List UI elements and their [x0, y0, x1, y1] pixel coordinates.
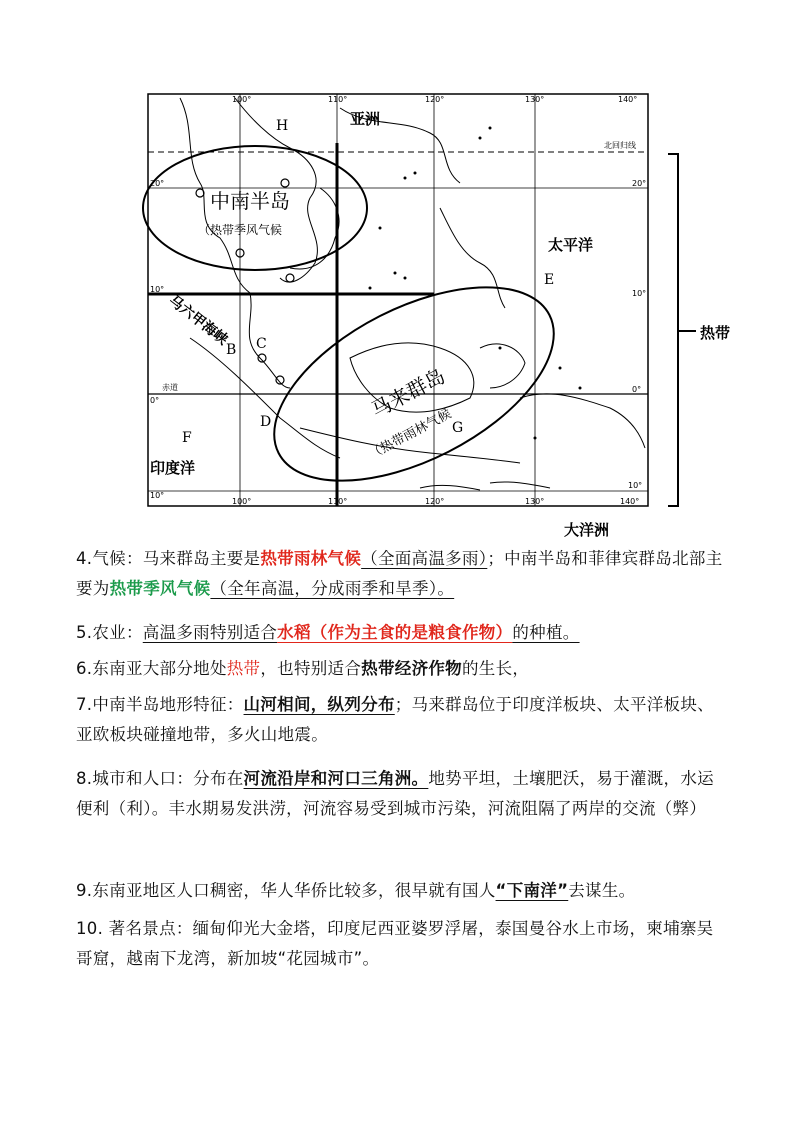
letter-d: D — [260, 414, 272, 430]
p9-end: 去谋生。 — [568, 881, 636, 900]
lon-tick: 120° — [425, 95, 445, 104]
lon-tick: 130° — [525, 95, 545, 104]
p7-end: ；马来群岛位于印度洋板块、太平洋板块、亚欧板块碰撞地带，多火山地震。 — [76, 695, 714, 744]
letter-e: E — [544, 272, 555, 288]
letter-b: B — [226, 342, 237, 358]
lon-tick: 140° — [618, 95, 638, 104]
oceania-label: 大洋洲 — [564, 521, 610, 538]
lat-tick: 10° — [150, 491, 165, 500]
p6-prefix: 6.东南亚大部分地处 — [76, 659, 227, 678]
p8-end: 地势平坦，土壤肥沃，易于灌溉，水运便利（利）。丰水期易发洪涝，河流容易受到城市污染，河流阻隔了两岸的交流（弊） — [76, 769, 714, 818]
malacca-label: 马六甲海峡 — [165, 292, 231, 349]
p10-text: 10. 著名景点：缅甸仰光大金塔，印度尼西亚婆罗浮屠，泰国曼谷水上市场，柬埔寨吴哥窟，越南下龙湾，新加坡“花园城市”。 — [76, 919, 714, 968]
asia-label: 亚洲 — [350, 110, 381, 128]
lon-tick: 120° — [425, 497, 445, 506]
paragraph-5 — [76, 618, 726, 648]
letter-h: H — [276, 118, 289, 134]
p6-tropics: 热带 — [226, 659, 261, 678]
indian-ocean-label: 印度洋 — [150, 459, 196, 477]
p5-rice: 水稻（作为主食的是粮食作物） — [277, 623, 513, 642]
letter-f: F — [182, 430, 192, 446]
p4-end: 。 — [437, 579, 455, 598]
p9-nanyang: “下南洋” — [495, 881, 569, 900]
malay-climate-label: （热带雨林气候 — [366, 406, 454, 463]
p4-monsoon-note: （全年高温，分成雨季和旱季） — [210, 579, 438, 598]
lat-tick: 20° — [150, 179, 165, 188]
lon-tick: 130° — [525, 497, 545, 506]
lat-tick: 10° — [150, 285, 165, 294]
lat-tick: 10° — [628, 481, 643, 490]
lon-tick: 110° — [328, 95, 348, 104]
p8-rivers: 河流沿岸和河口三角洲。 — [243, 769, 429, 788]
paragraph-9 — [76, 876, 726, 906]
p4-mid: ；中南半岛和菲律宾群岛北部主要为 — [76, 549, 723, 598]
tropics-label: 热带 — [700, 324, 731, 342]
p5-end: 的种植。 — [512, 623, 580, 642]
letter-g: G — [452, 420, 464, 436]
paragraph-8 — [76, 764, 726, 824]
paragraph-10 — [76, 914, 726, 974]
p6-mid: ，也特别适合 — [260, 659, 362, 678]
p8-prefix: 8.城市和人口：分布在 — [76, 769, 244, 788]
pacific-label: 太平洋 — [548, 236, 594, 254]
lon-tick: 140° — [620, 497, 640, 506]
paragraph-6 — [76, 654, 726, 684]
lon-tick: 110° — [328, 497, 348, 506]
malay-label: 马来群岛 — [367, 363, 449, 423]
paragraph-7 — [76, 690, 726, 750]
p6-end: 的生长， — [461, 659, 530, 678]
tropic-label: 北回归线 — [604, 141, 636, 150]
indochina-climate-label: （热带季风气候 — [198, 223, 283, 237]
letter-c: C — [256, 336, 267, 352]
lon-tick: 100° — [232, 95, 252, 104]
southeast-asia-map — [140, 88, 760, 538]
tropics-bracket — [668, 154, 678, 506]
p7-terrain: 山河相间，纵列分布 — [243, 695, 395, 714]
lon-tick: 100° — [232, 497, 252, 506]
p7-prefix: 7.中南半岛地形特征： — [76, 695, 244, 714]
p9-prefix: 9.东南亚地区人口稠密，华人华侨比较多，很早就有国人 — [76, 881, 496, 900]
p6-crops: 热带经济作物 — [361, 659, 462, 678]
paragraph-4 — [76, 544, 726, 604]
p5-text: 高温多雨特别适合 — [142, 623, 278, 642]
lat-tick: 0° — [632, 385, 642, 394]
p5-prefix: 5.农业： — [76, 623, 143, 642]
p4-monsoon: 热带季风气候 — [109, 579, 211, 598]
lat-tick: 0° — [150, 396, 160, 405]
p4-rainforest-note: （全面高温多雨） — [361, 549, 488, 568]
equator-label: 赤道 — [162, 383, 178, 392]
lat-tick: 10° — [632, 289, 647, 298]
p4-rainforest: 热带雨林气候 — [260, 549, 362, 568]
indochina-label: 中南半岛 — [210, 189, 290, 213]
lat-tick: 20° — [632, 179, 647, 188]
p4-prefix: 4.气候：马来群岛主要是 — [76, 549, 261, 568]
